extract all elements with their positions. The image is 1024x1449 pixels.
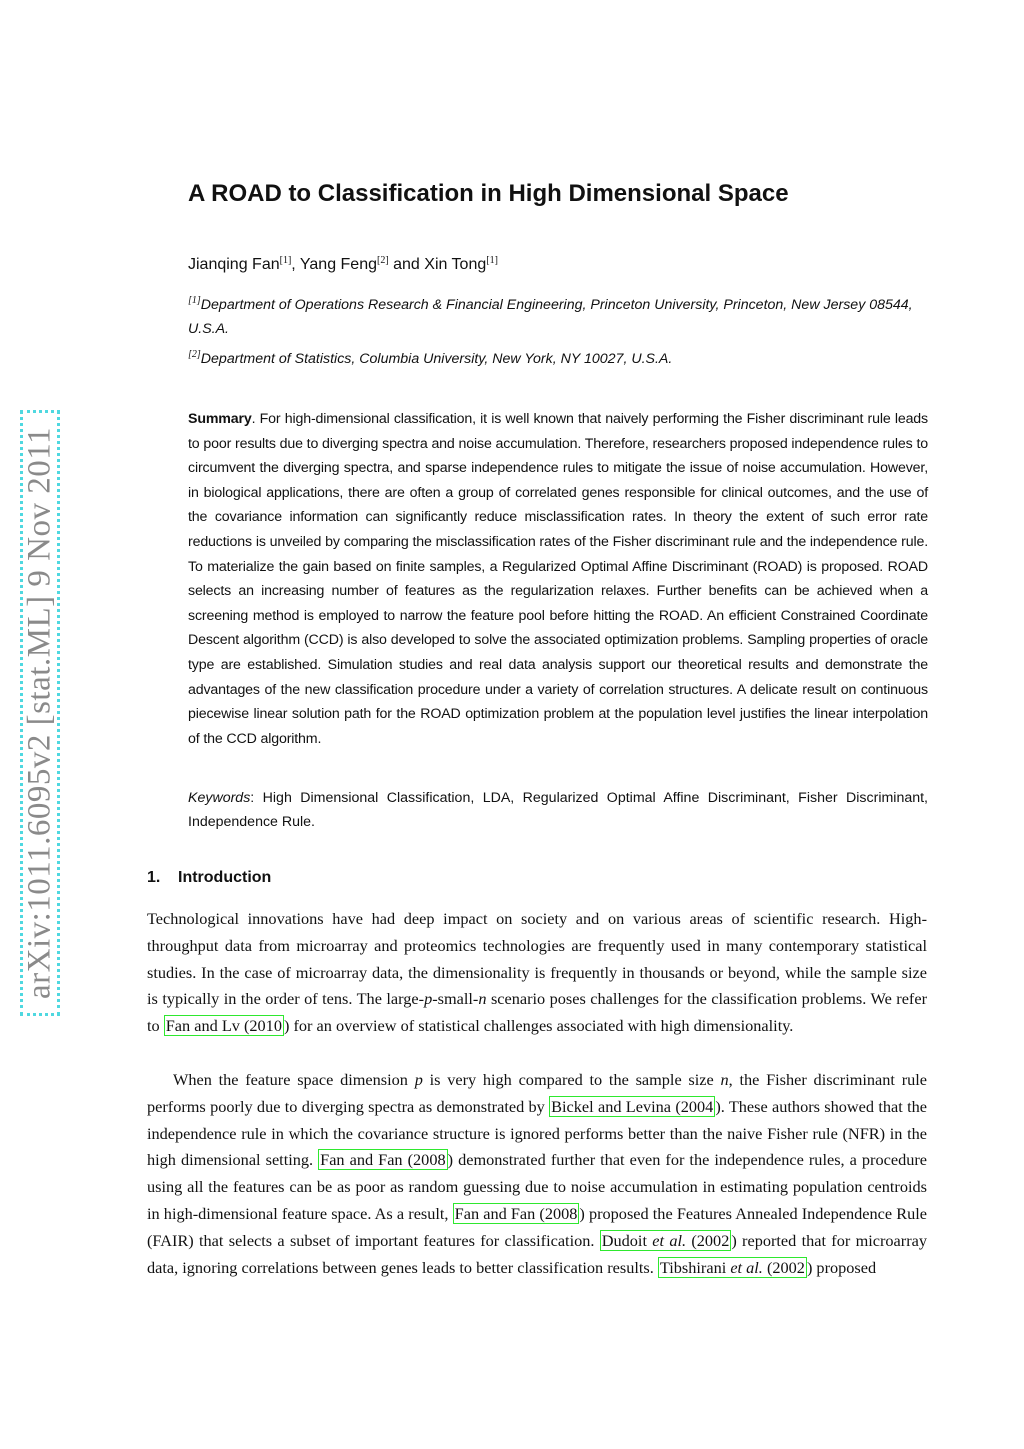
section-heading xyxy=(147,869,271,887)
affiliation xyxy=(188,289,933,341)
author-name: Jianqing Fan xyxy=(188,256,280,273)
text-run: ) reported that for microarray data, ignoring correlations between genes leads to better classification results. xyxy=(147,1230,927,1277)
citation-link[interactable]: Fan and Fan (2008 xyxy=(454,1203,578,1223)
math-symbol: n xyxy=(720,1070,729,1089)
text-run: is very high compared to the sample size xyxy=(422,1070,721,1089)
text-run: ) for an overview of statistical challenges associated with high dimensionality. xyxy=(283,1016,794,1036)
text-run: ). These authors showed that the independence rule in which the covariance structure is ignored performs better than the naive Fisher rule (NFR) in the high dimensional setting. xyxy=(147,1096,927,1170)
citation-link[interactable] xyxy=(658,1257,807,1278)
author-separator: , xyxy=(291,256,300,273)
keywords-text: : High Dimensional Classification, LDA, Regularized Optimal Affine Discriminant, Fisher Discriminant, Independence Rule. xyxy=(188,790,928,830)
math-symbol: p xyxy=(414,1070,423,1089)
text-run: , the Fisher discriminant rule performs poorly due to diverging spectra as demonstrated by xyxy=(147,1070,928,1116)
paper-title: A ROAD to Classification in High Dimensional Space xyxy=(188,180,789,207)
section-title: Introduction xyxy=(178,869,272,886)
citation-author: Dudoit xyxy=(601,1230,653,1250)
abstract-label: Summary xyxy=(188,411,252,427)
author-name: Xin Tong xyxy=(424,256,487,273)
citation-link[interactable] xyxy=(600,1230,732,1251)
arxiv-stamp xyxy=(20,410,60,1016)
text-run: Technological innovations have had deep impact on society and on various areas of scientific research. High-throughput data from microarray and proteomics technologies are frequently used in many contemporary statistical studies. In the case of microarray data, the dimensionality is frequently in thousands or beyond, while the sample size is typically in the order of tens. The large- xyxy=(147,909,927,1009)
citation-link[interactable]: Bickel and Levina (2004 xyxy=(551,1096,714,1116)
citation-link[interactable]: Fan and Lv (2010 xyxy=(165,1016,282,1036)
abstract-text: . For high-dimensional classification, it is well known that naively performing the Fisher discriminant rule leads to poor results due to diverging spectra and noise accumulation. Therefore, researchers proposed independence rules to circumvent the diverging spectra, and sparse independence rules to mitigate the issue of noise accumulation. However, in biological applications, there are often a group of correlated genes responsible for clinical outcomes, and the use of the covariance information can significantly reduce misclassification rates. In theory the extent of such error rate reductions is unveiled by comparing the misclassification rates of the Fisher discriminant rule and the independence rule. To materialize the gain based on finite samples, a Regularized Optimal Affine Discriminant (ROAD) is proposed. ROAD selects an increasing number of features as the regularization relaxes. Further benefits can be achieved when a screening method is employed to narrow the feature pool before hitting the ROAD. An efficient Constrained Coordinate Descent algorithm (CCD) is also developed to solve the associated optimization problems. Sampling properties of oracle type are established. Simulation studies and real data analysis support our theoretical results and demonstrate the advantages of the new classification procedure under a variety of correlation structures. A delicate result on continuous piecewise linear solution path for the ROAD optimization problem at the population level justifies the linear interpolation of the CCD algorithm. xyxy=(188,411,928,747)
text-run: ) proposed xyxy=(806,1257,877,1277)
math-symbol: n xyxy=(478,989,487,1009)
affiliation-text: Department of Operations Research & Financial Engineering, Princeton University, Princeton, New Jersey 08544, U.S.A. xyxy=(188,297,913,337)
affiliation-mark: [2] xyxy=(188,349,201,360)
author-affil-mark: [2] xyxy=(377,255,389,266)
citation-link[interactable]: Fan and Fan (2008 xyxy=(320,1150,446,1170)
text-run: scenario poses challenges for the classification problems. We refer to xyxy=(147,989,927,1036)
citation-year: (2002 xyxy=(686,1230,730,1250)
keywords-label: Keywords xyxy=(188,790,251,806)
author-affil-mark: [1] xyxy=(486,255,498,266)
citation-etal: et al. xyxy=(652,1230,687,1250)
text-run: ) proposed the Features Annealed Independence Rule (FAIR) that selects a subset of important features for classification. xyxy=(147,1203,928,1250)
affiliation-mark: [1] xyxy=(188,295,201,306)
author-name: Yang Feng xyxy=(299,256,377,273)
citation-author: Tibshirani xyxy=(659,1257,731,1277)
citation-year: (2002 xyxy=(762,1257,805,1277)
paragraph xyxy=(147,906,927,1040)
affiliation-text: Department of Statistics, Columbia University, New York, NY 10027, U.S.A. xyxy=(200,351,673,367)
author-affil-mark: [1] xyxy=(279,255,292,266)
paragraph xyxy=(147,1067,927,1281)
author-separator: and xyxy=(388,256,425,273)
text-run: ) demonstrated further that even for the independence rules, a procedure using all the features can be as poor as random guessing due to noise accumulation in estimating population centroids in high-dimensional feature space. As a result, xyxy=(147,1150,928,1223)
affiliation xyxy=(188,349,672,367)
citation-etal: et al. xyxy=(730,1257,763,1277)
text-run: When the feature space dimension xyxy=(173,1070,415,1089)
math-symbol: p xyxy=(424,989,433,1009)
author-line xyxy=(188,255,498,274)
keywords xyxy=(188,786,928,834)
arxiv-stamp-text: arXiv:1011.6095v2 [stat.ML] 9 Nov 2011 xyxy=(21,427,58,999)
section-number: 1. xyxy=(147,869,161,886)
text-run: -small- xyxy=(432,989,479,1009)
abstract xyxy=(188,407,928,751)
